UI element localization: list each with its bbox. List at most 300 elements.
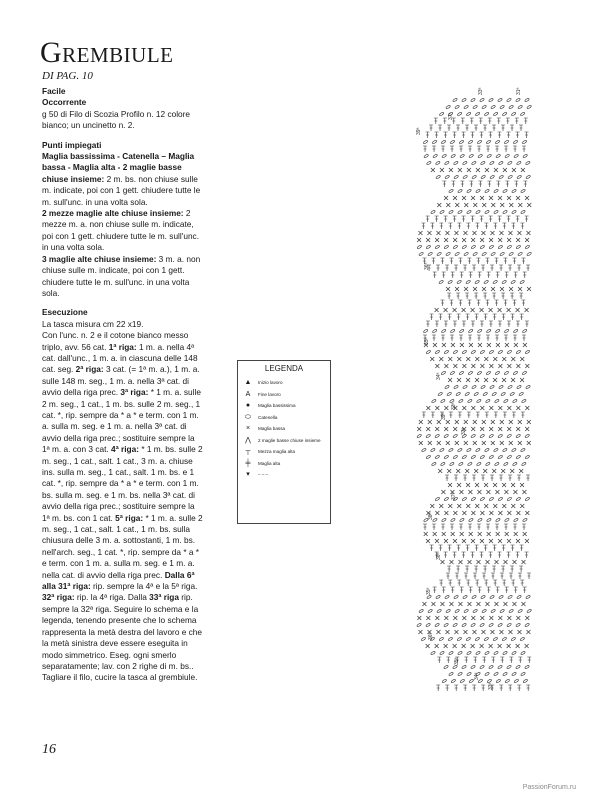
chain-mark [514,154,519,159]
double-crochet-mark [444,216,448,222]
double-crochet-mark [501,125,505,131]
chain-mark [421,637,426,642]
chain-mark [423,329,428,334]
stitch-mark [417,238,421,242]
stitch-mark [442,343,446,347]
chain-mark [426,161,431,166]
stitch-mark [466,504,470,508]
chain-mark [441,518,446,523]
double-crochet-mark [486,335,490,341]
chain-mark [470,665,475,670]
stitch-mark [517,231,521,235]
legend-label: Maglia alta [258,460,281,466]
chain-mark [475,637,480,642]
double-crochet-mark [462,552,466,558]
stitch-mark [482,203,486,207]
stitch-mark [431,168,435,172]
chain-mark [518,609,523,614]
chain-mark [466,448,471,453]
stitch-mark [481,630,485,634]
double-crochet-mark [493,580,497,586]
chain-mark [453,595,458,600]
double-crochet-mark [494,412,498,418]
chain-mark [527,105,532,110]
stitch-mark [520,483,524,487]
double-crochet-mark [515,118,519,124]
stitch-mark [471,644,475,648]
chain-mark [484,210,489,215]
stitch-mark [440,602,444,606]
chain-mark [466,189,471,194]
chain-mark [520,189,525,194]
chain-mark [477,371,482,376]
double-crochet-mark [471,132,475,138]
stitch-mark [462,364,466,368]
stitch-mark [491,287,495,291]
double-crochet-mark [449,300,453,306]
chain-mark [448,637,453,642]
legend-item [238,446,330,458]
stitch-mark [509,287,513,291]
chain-mark [435,497,440,502]
stitch-mark [455,287,459,291]
stitch-mark [490,630,494,634]
stitch-mark [445,231,449,235]
double-crochet-mark [477,335,481,341]
stitch-mark [520,504,524,508]
chain-mark [493,112,498,117]
chain-mark [485,399,490,404]
chain-mark [479,98,484,103]
chain-mark [503,399,508,404]
stitch-mark [419,420,423,424]
double-crochet-mark [508,685,512,691]
stitch-mark [469,343,473,347]
chain-mark [431,399,436,404]
double-crochet-mark [456,125,460,131]
chain-mark [484,112,489,117]
double-crochet-mark [460,587,464,593]
stitch-mark [447,469,451,473]
stitch-mark [498,427,502,431]
stitch-mark [501,469,505,473]
chain-mark [525,623,530,628]
chain-mark [493,189,498,194]
stitch-mark [454,231,458,235]
chain-mark [525,385,530,390]
stitch-mark [518,420,522,424]
stitch-mark [435,427,439,431]
chain-mark [478,154,483,159]
chain-mark [465,392,470,397]
chain-mark [504,371,509,376]
double-crochet-mark [462,132,466,138]
stitch-mark [428,420,432,424]
stitch-mark [467,602,471,606]
row-label: 35ª [454,657,460,665]
chain-mark [522,371,527,376]
stitch-mark [465,469,469,473]
chain-mark [527,252,532,257]
double-crochet-mark [476,412,480,418]
double-crochet-mark [476,300,480,306]
double-crochet-mark [464,657,468,663]
double-crochet-mark [449,258,453,264]
stitch-mark [489,196,493,200]
stitch-mark [512,602,516,606]
stitch-mark [478,532,482,536]
chain-mark [459,140,464,145]
chain-mark [462,385,467,390]
double-crochet-mark [441,524,445,530]
stitch-mark [507,427,511,431]
stitch-mark [474,469,478,473]
stitch-mark [480,511,484,515]
double-crochet-mark [435,216,439,222]
stitch-mark [457,378,461,382]
stitch-mark [493,357,497,361]
stitch-mark [516,406,520,410]
double-crochet-mark [502,580,506,586]
stitch-mark [522,490,526,494]
double-crochet-mark [495,524,499,530]
double-crochet-mark [478,272,482,278]
double-crochet-mark [501,293,505,299]
double-crochet-mark [493,545,497,551]
double-crochet-mark [490,475,494,481]
stitch-mark [471,427,475,431]
chain-mark [491,609,496,614]
double-crochet-mark [522,146,526,152]
stitch-mark [510,469,514,473]
row-label: 33ª [488,682,494,690]
chain-mark [493,651,498,656]
stitch-mark [453,644,457,648]
execution-size: La tasca misura cm 22 x19. [42,318,144,329]
stitch-mark [462,308,466,312]
stitch-mark [462,238,466,242]
chain-mark [455,609,460,614]
chain-mark [426,623,431,628]
chain-mark [520,672,525,677]
chain-mark [516,245,521,250]
stitch-mark [489,616,493,620]
chain-mark [493,637,498,642]
double-crochet-mark [440,300,444,306]
chain-mark [498,385,503,390]
stitch-mark [489,238,493,242]
chain-mark [505,154,510,159]
stitch-mark [444,196,448,200]
double-crochet-mark [480,552,484,558]
stitch-mark [516,308,520,312]
chain-mark [497,98,502,103]
legend-item [238,377,330,389]
chain-mark [457,448,462,453]
stitch-mark [462,616,466,620]
double-crochet-mark [505,587,509,593]
stitch-mark [500,203,504,207]
double-crochet-mark [470,118,474,124]
chain-mark [516,623,521,628]
stitch-mark [469,532,473,536]
chain-mark [502,672,507,677]
double-crochet-mark [502,223,506,229]
chain-mark [461,665,466,670]
chain-mark [435,161,440,166]
double-crochet-mark [443,118,447,124]
double-crochet-mark [458,412,462,418]
chain-mark [453,161,458,166]
chain-mark [512,399,517,404]
double-crochet-mark [493,223,497,229]
stitch-mark [507,539,511,543]
chain-mark [511,637,516,642]
double-crochet-mark [491,573,495,579]
stitch-mark [525,511,529,515]
stitch-mark [527,287,531,291]
chain-mark [477,140,482,145]
stitch-mark [453,616,457,620]
double-crochet-mark [521,300,525,306]
chain-mark [439,210,444,215]
chain-mark [525,161,530,166]
stitch-mark [527,203,531,207]
double-crochet-mark [426,216,430,222]
chain-mark [439,280,444,285]
double-crochet-mark [467,412,471,418]
chain-mark [488,98,493,103]
double-crochet-mark [448,580,452,586]
stitch-mark [523,532,527,536]
materials-heading: Occorrente [42,97,87,108]
chain-mark [482,609,487,614]
double-crochet-mark [448,545,452,551]
double-crochet-mark [450,146,454,152]
chain-mark [516,455,521,460]
double-crochet-mark [523,272,527,278]
double-crochet-mark [440,258,444,264]
legend-item [238,469,330,481]
stitch-mark [453,539,457,543]
chain-mark [489,350,494,355]
chain-mark [507,245,512,250]
chain-mark [484,189,489,194]
chain-mark [471,497,476,502]
chain-mark [502,189,507,194]
stitch-mark [480,406,484,410]
double-crochet-mark [472,265,476,271]
double-crochet-mark [472,685,476,691]
double-crochet-mark [421,223,425,229]
stitch-mark [471,539,475,543]
chain-mark [466,280,471,285]
chain-mark [480,455,485,460]
double-crochet-mark [473,657,477,663]
chain-mark [451,679,456,684]
stitch-mark [430,504,434,508]
crochet-diagram [400,80,540,710]
chain-mark [484,672,489,677]
chain-mark [494,399,499,404]
stitch-mark [430,357,434,361]
stitch-mark [426,406,430,410]
stitch-mark [489,406,493,410]
double-crochet-mark [434,118,438,124]
chain-mark [507,595,512,600]
chain-mark [489,595,494,600]
chain-mark [433,154,438,159]
legend-label: 2 maglie basse chiuse insieme [258,437,321,443]
double-crochet-mark [450,335,454,341]
double-crochet-mark [489,216,493,222]
row-label: 35ª [424,337,430,345]
stitch-mark [480,364,484,368]
double-crochet-mark [490,265,494,271]
double-crochet-mark [517,265,521,271]
chain-mark [470,98,475,103]
double-crochet-mark [493,314,497,320]
stitch-mark [518,203,522,207]
double-crochet-mark [501,566,505,572]
double-crochet-mark [465,293,469,299]
chain-mark [430,651,435,656]
stitch-mark [458,560,462,564]
double-crochet-mark [498,132,502,138]
chain-mark [440,462,445,467]
double-crochet-mark [471,321,475,327]
chain-mark [475,651,480,656]
stitch-mark [480,616,484,620]
double-crochet-mark [514,272,518,278]
chain-mark [480,385,485,390]
stitch-mark [458,168,462,172]
double-crochet-mark [506,118,510,124]
double-crochet-mark [471,552,475,558]
stitch-mark [464,287,468,291]
chain-mark [447,392,452,397]
double-crochet-mark [500,657,504,663]
stitch-mark [457,357,461,361]
stitch-mark [439,504,443,508]
stitch-mark [526,231,530,235]
double-crochet-mark [447,125,451,131]
chain-mark [473,252,478,257]
double-crochet-mark [477,524,481,530]
chain-mark [441,329,446,334]
stitch-mark [471,406,475,410]
chain-mark [499,175,504,180]
legend-title: LEGENDA [264,364,304,373]
double-crochet-mark [422,412,426,418]
stitch-mark [473,420,477,424]
chain-mark [435,595,440,600]
double-crochet-mark [504,335,508,341]
stitch-mark [458,602,462,606]
chain-mark [490,175,495,180]
double-crochet-mark [465,566,469,572]
chain-mark [515,98,520,103]
chain-mark [493,448,498,453]
stitch-mark [519,469,523,473]
double-crochet-mark [449,412,453,418]
chain-mark [502,637,507,642]
stitch-mark [460,532,464,536]
chain-mark [507,623,512,628]
double-crochet-mark [456,566,460,572]
chain-mark [511,672,516,677]
chain-mark [500,252,505,257]
stitch-mark [516,539,520,543]
double-crochet-mark [463,265,467,271]
chain-mark [507,455,512,460]
double-crochet-mark [472,475,476,481]
stitch-mark [482,420,486,424]
chain-mark [489,623,494,628]
chain-mark [525,455,530,460]
stitch-mark [498,364,502,368]
double-crochet-mark [519,125,523,131]
chain-mark [453,455,458,460]
chain-mark [472,175,477,180]
chain-mark [444,497,449,502]
stitch-mark [518,287,522,291]
stitch-mark [436,231,440,235]
double-crochet-mark [474,566,478,572]
chain-mark [507,350,512,355]
double-crochet-mark [520,580,524,586]
stitch-3: 3 maglie alte chiuse insieme: 3 m. a. non chiuse sulle m. indicate, poi con 1 gett. chiudere tutte le m. sull'unc. in una volta sola. [42,253,201,298]
double-crochet-mark [476,258,480,264]
stitch-mark [446,441,450,445]
double-crochet-mark [525,132,529,138]
double-crochet-mark [512,412,516,418]
row-label: 37ª [448,112,454,120]
double-crochet-mark [503,300,507,306]
stitch-mark [435,539,439,543]
chain-mark [500,105,505,110]
chain-mark [489,434,494,439]
double-crochet-mark [499,265,503,271]
chain-mark [500,609,505,614]
double-crochet-mark [492,566,496,572]
stitch-mark [502,378,506,382]
chain-mark [437,252,442,257]
double-crochet-mark [469,587,473,593]
chain-mark [511,189,516,194]
stitch-mark [517,630,521,634]
chain-mark [444,350,449,355]
double-crochet-mark [527,573,531,579]
chain-mark [457,210,462,215]
stitch-mark [448,378,452,382]
double-crochet-mark [458,300,462,306]
double-crochet-mark [430,545,434,551]
legend-symbol-icon: ⬭ [245,413,251,421]
double-crochet-mark [509,573,513,579]
stitch-mark [498,539,502,543]
stitch-mark [489,644,493,648]
chain-mark [462,350,467,355]
double-crochet-mark [454,475,458,481]
legend-symbol-icon: ┬ [245,448,251,456]
double-crochet-mark [466,580,470,586]
stitch-mark [499,630,503,634]
stitch-mark [463,231,467,235]
double-crochet-mark [524,118,528,124]
stitch-mark [511,483,515,487]
stitch-mark [435,511,439,515]
